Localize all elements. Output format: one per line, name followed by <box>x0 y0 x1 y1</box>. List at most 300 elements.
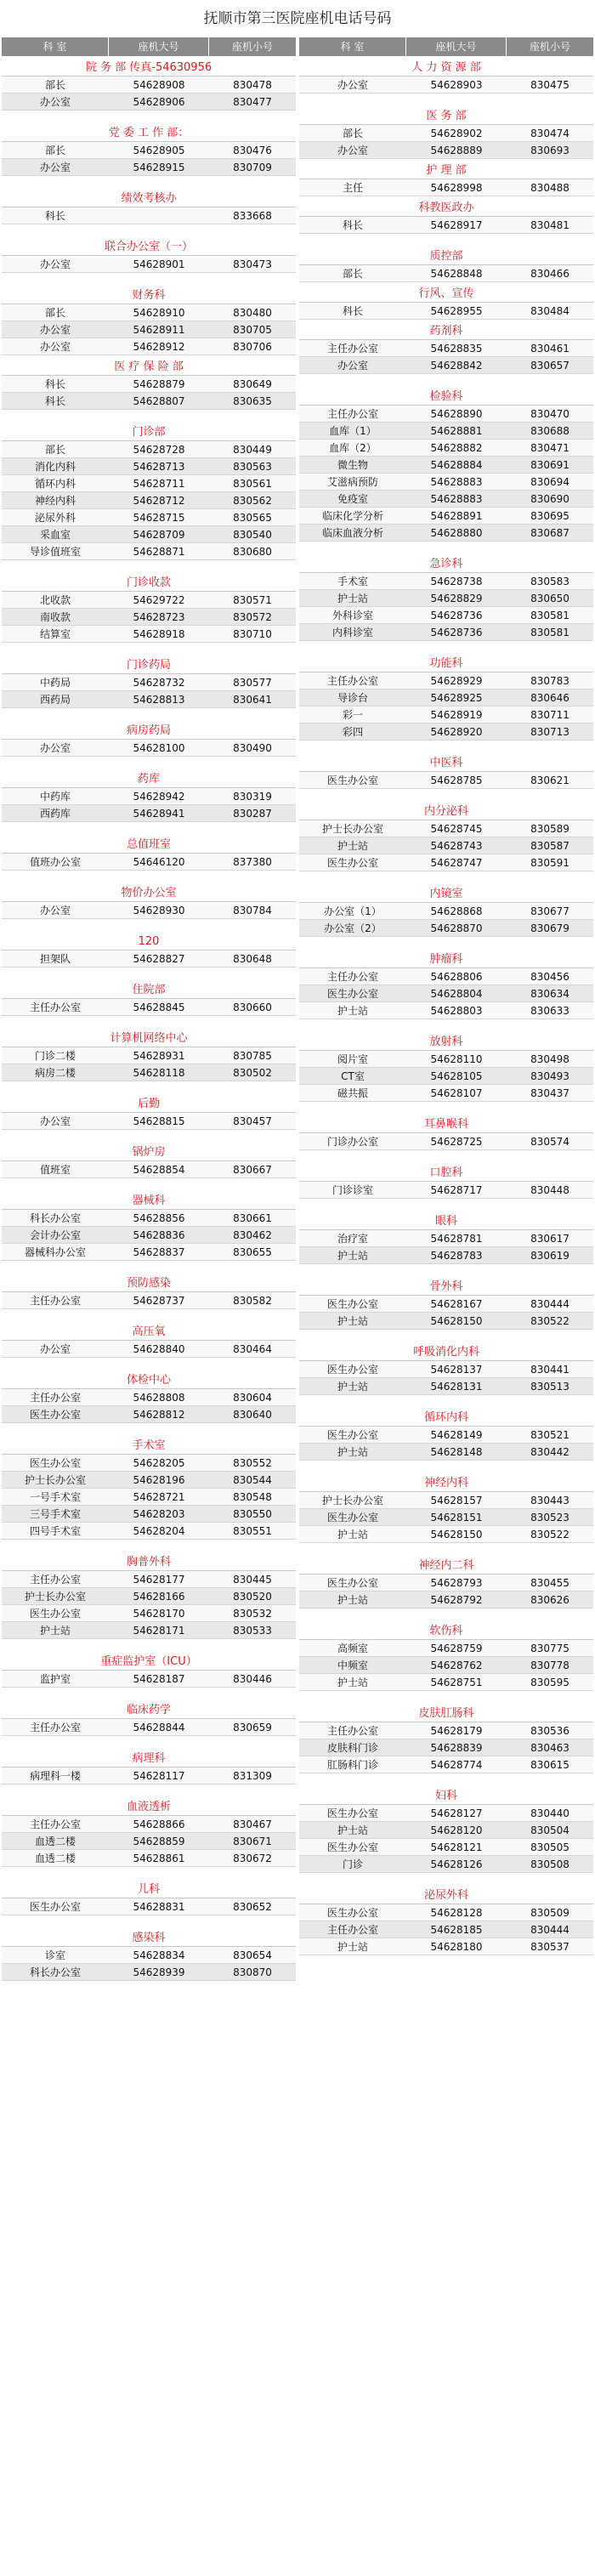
main-phone-number: 54628118 <box>133 1067 185 1079</box>
table-row <box>299 179 593 196</box>
department-heading: 药剂科 <box>299 323 593 340</box>
main-phone-number: 54628840 <box>133 1343 185 1355</box>
table-row <box>299 1739 593 1756</box>
office-name: 导诊台 <box>337 692 368 704</box>
department-section <box>2 1788 296 1867</box>
main-phone-number: 54628870 <box>430 922 483 934</box>
short-phone-number: 830709 <box>233 162 272 173</box>
department-heading: 党 委 工 作 部： <box>2 125 296 142</box>
department-section <box>299 792 593 871</box>
department-section <box>2 1691 296 1736</box>
main-phone-number: 54628939 <box>133 1966 185 1978</box>
office-name: 中频室 <box>337 1660 368 1671</box>
short-phone-number: 830679 <box>530 922 570 934</box>
header-main-number: 座机大号 <box>406 37 507 56</box>
office-name: 主任办公室 <box>326 408 378 420</box>
department-section <box>299 377 593 542</box>
short-phone-number: 830661 <box>233 1212 272 1224</box>
office-name: 办公室 <box>39 96 71 108</box>
department-rows <box>299 1492 593 1543</box>
office-name: 中药库 <box>39 791 71 803</box>
department-heading: 药库 <box>2 771 296 788</box>
department-rows <box>2 1455 296 1540</box>
short-phone-number: 830540 <box>233 529 272 541</box>
main-phone-number: 54628110 <box>430 1053 483 1065</box>
department-section <box>2 359 296 410</box>
department-rows <box>299 1722 593 1773</box>
department-rows <box>299 1051 593 1102</box>
section-spacer <box>299 940 593 951</box>
short-phone-number: 830544 <box>233 1474 272 1486</box>
office-name: 部长 <box>44 307 65 319</box>
office-name: 门诊诊室 <box>332 1184 373 1196</box>
short-phone-number: 830442 <box>530 1446 570 1458</box>
short-phone-number: 830577 <box>233 677 272 689</box>
table-row <box>299 1722 593 1739</box>
department-heading: 后勤 <box>2 1096 296 1113</box>
office-name: 护士站 <box>337 1824 368 1836</box>
department-rows <box>2 1292 296 1309</box>
short-phone-number: 830574 <box>530 1136 570 1148</box>
department-heading: 皮肤肛肠科 <box>299 1705 593 1722</box>
department-section <box>299 1154 593 1199</box>
office-name: 护士长办公室 <box>24 1591 86 1603</box>
department-rows <box>2 207 296 224</box>
office-name: 诊室 <box>44 1949 65 1961</box>
short-phone-number: 830581 <box>530 627 570 638</box>
table-row <box>299 1492 593 1509</box>
short-phone-number: 830694 <box>530 476 570 488</box>
short-phone-number: 830785 <box>233 1050 272 1062</box>
header-short-number: 座机小号 <box>231 41 273 53</box>
short-phone-number: 830655 <box>233 1246 272 1258</box>
table-row <box>299 440 593 457</box>
department-heading: 物价办公室 <box>2 885 296 902</box>
department-heading: 手术室 <box>2 1438 296 1455</box>
main-phone-number: 54628879 <box>133 378 185 390</box>
office-name: 护士长办公室 <box>321 823 383 835</box>
office-name: 彩四 <box>342 726 363 738</box>
office-name: 部长 <box>44 79 65 91</box>
office-name: 值班室 <box>39 1164 71 1176</box>
main-phone-number: 54628808 <box>133 1392 185 1404</box>
department-rows <box>299 303 593 320</box>
table-row <box>2 376 296 393</box>
short-phone-number: 830572 <box>233 611 272 623</box>
department-section <box>299 875 593 937</box>
table-row <box>2 1455 296 1472</box>
short-phone-number: 830463 <box>530 1742 570 1754</box>
department-section <box>2 114 296 176</box>
office-name: 护士站 <box>337 1594 368 1606</box>
table-row <box>299 474 593 491</box>
department-rows <box>299 1361 593 1395</box>
table-row <box>299 1509 593 1526</box>
left-table-body <box>2 60 296 1981</box>
short-phone-number: 830441 <box>530 1364 570 1376</box>
department-heading: 神经内二科 <box>299 1558 593 1575</box>
office-name: 三号手术室 <box>29 1508 81 1520</box>
office-name: 采血室 <box>39 529 71 541</box>
table-header <box>299 37 593 56</box>
short-phone-number: 830641 <box>233 694 272 706</box>
short-phone-number: 830505 <box>530 1841 570 1853</box>
department-heading: 病理科 <box>2 1750 296 1767</box>
office-name: 会计办公室 <box>29 1229 81 1241</box>
short-phone-number: 830667 <box>233 1164 272 1176</box>
left-phone-table <box>2 37 296 1981</box>
department-heading: 科教医政办 <box>299 200 593 217</box>
section-spacer <box>2 712 296 723</box>
main-phone-number: 54628148 <box>430 1446 483 1458</box>
department-rows <box>299 1182 593 1199</box>
department-section <box>2 1019 296 1081</box>
department-rows <box>299 1296 593 1330</box>
main-phone-number: 54628126 <box>430 1858 483 1870</box>
section-spacer <box>2 413 296 424</box>
office-name: 办公室 <box>337 145 368 156</box>
section-spacer <box>2 1919 296 1930</box>
table-row <box>299 265 593 282</box>
short-phone-number: 830533 <box>233 1625 272 1637</box>
main-phone-number: 54628871 <box>133 546 185 558</box>
department-section <box>2 1870 296 1915</box>
table-row <box>2 950 296 967</box>
office-name: 主任 <box>342 182 363 194</box>
main-phone-number: 54628100 <box>133 742 185 754</box>
short-phone-number: 830784 <box>233 905 272 916</box>
office-name: 科长 <box>342 219 363 231</box>
table-row <box>299 142 593 159</box>
main-phone-number: 54628998 <box>430 182 483 194</box>
table-row <box>2 393 296 410</box>
table-row <box>2 1161 296 1178</box>
table-row <box>299 1640 593 1657</box>
department-heading: 胸普外科 <box>2 1554 296 1571</box>
main-phone-number: 54628880 <box>430 527 483 539</box>
short-phone-number: 830522 <box>530 1529 570 1540</box>
office-name: 医生办公室 <box>29 1457 81 1469</box>
short-phone-number: 830672 <box>233 1853 272 1864</box>
department-section <box>2 1085 296 1130</box>
table-row <box>2 1898 296 1915</box>
table-row <box>2 1767 296 1784</box>
table-row <box>299 903 593 920</box>
main-phone-number: 54628717 <box>430 1184 483 1196</box>
table-row <box>299 406 593 423</box>
short-phone-number: 830480 <box>233 307 272 319</box>
department-rows <box>2 1210 296 1261</box>
main-phone-number: 54628137 <box>430 1364 483 1376</box>
main-phone-number: 54628917 <box>430 219 483 231</box>
office-name: 护士站 <box>337 1250 368 1262</box>
department-heading: 急诊科 <box>299 556 593 573</box>
office-name: 主任办公室 <box>29 1819 81 1830</box>
main-phone-number: 54628842 <box>430 360 483 372</box>
department-rows <box>299 406 593 542</box>
main-phone-number: 54628806 <box>430 971 483 983</box>
office-name: 医生办公室 <box>326 1364 378 1376</box>
short-phone-number: 830634 <box>530 988 570 1000</box>
department-rows <box>299 772 593 789</box>
short-phone-number: 830464 <box>233 1343 272 1355</box>
office-name: 办公室 <box>39 905 71 916</box>
table-row <box>299 820 593 837</box>
short-phone-number: 830706 <box>233 341 272 353</box>
office-name: 监护室 <box>39 1673 71 1685</box>
office-name: 消化内科 <box>34 461 76 473</box>
department-heading: 感染科 <box>2 1930 296 1947</box>
short-phone-number: 830646 <box>530 692 570 704</box>
department-section <box>2 760 296 822</box>
short-phone-number: 830473 <box>233 258 272 270</box>
department-heading: 儿科 <box>2 1881 296 1898</box>
office-name: 医生办公室 <box>326 1807 378 1819</box>
short-phone-number: 830591 <box>530 857 570 869</box>
main-phone-number: 54628829 <box>430 593 483 604</box>
department-heading: 检验科 <box>299 389 593 406</box>
department-heading: 行风、宣传 <box>299 286 593 303</box>
table-row <box>2 1622 296 1639</box>
main-phone-number: 54628854 <box>133 1164 185 1176</box>
department-heading: 肿瘤科 <box>299 951 593 968</box>
department-section <box>299 1876 593 1955</box>
short-phone-number: 830652 <box>233 1901 272 1913</box>
main-phone-number: 54628901 <box>133 258 185 270</box>
short-phone-number: 830671 <box>233 1836 272 1847</box>
table-row <box>2 1047 296 1064</box>
department-section <box>299 1333 593 1395</box>
department-heading: 呼吸消化内科 <box>299 1344 593 1361</box>
office-name: 四号手术室 <box>29 1525 81 1537</box>
department-heading: 门诊药局 <box>2 657 296 674</box>
section-spacer <box>2 1739 296 1750</box>
department-heading: 重症监护室（ICU） <box>2 1654 296 1671</box>
main-phone-number: 54628793 <box>430 1577 483 1589</box>
short-phone-number: 830488 <box>530 182 570 194</box>
department-heading: 软伤科 <box>299 1623 593 1640</box>
short-phone-number: 830705 <box>233 324 272 336</box>
section-spacer <box>299 1268 593 1279</box>
office-name: 微生物 <box>337 459 368 471</box>
table-header <box>2 37 296 56</box>
office-name: 办公室 <box>337 79 368 91</box>
section-spacer <box>299 545 593 556</box>
section-spacer <box>299 1105 593 1116</box>
department-section <box>299 162 593 196</box>
short-phone-number: 830561 <box>233 478 272 490</box>
header-department: 科 室 <box>299 37 406 56</box>
section-spacer <box>299 1333 593 1344</box>
main-phone-number: 54628167 <box>430 1298 483 1310</box>
department-rows <box>299 1904 593 1955</box>
table-row <box>2 854 296 871</box>
department-section <box>299 1105 593 1150</box>
office-name: 内科诊室 <box>332 627 373 638</box>
short-phone-number: 830562 <box>233 495 272 507</box>
department-heading: 血液透析 <box>2 1799 296 1816</box>
main-phone-number: 54628890 <box>430 408 483 420</box>
office-name: 器械科办公室 <box>24 1246 86 1258</box>
main-phone-number: 54628839 <box>430 1742 483 1754</box>
main-phone-number: 54628736 <box>430 610 483 621</box>
department-heading: 财务科 <box>2 287 296 304</box>
table-row <box>299 672 593 689</box>
office-name: 门诊 <box>342 1858 363 1870</box>
main-phone-number: 54628709 <box>133 529 185 541</box>
department-rows <box>299 968 593 1019</box>
department-rows <box>2 1816 296 1867</box>
table-row <box>299 723 593 740</box>
main-phone-number: 54628737 <box>133 1295 185 1307</box>
main-phone-number: 54628868 <box>430 905 483 917</box>
office-name: CT室 <box>341 1070 365 1082</box>
office-name: 医生办公室 <box>326 1429 378 1441</box>
main-phone-number: 54628187 <box>133 1673 185 1685</box>
office-name: 医生办公室 <box>326 775 378 786</box>
short-phone-number: 830695 <box>530 510 570 522</box>
office-name: 肛肠科门诊 <box>326 1759 378 1771</box>
short-phone-number: 830490 <box>233 742 272 754</box>
short-phone-number: 830626 <box>530 1594 570 1606</box>
department-rows <box>299 125 593 159</box>
office-name: 医生办公室 <box>326 1841 378 1853</box>
main-phone-number: 54628891 <box>430 510 483 522</box>
section-spacer <box>2 646 296 657</box>
short-phone-number: 830604 <box>233 1392 272 1404</box>
department-heading: 泌尿外科 <box>299 1887 593 1904</box>
main-phone-number: 54628762 <box>430 1660 483 1671</box>
office-name: 办公室 <box>39 1343 71 1355</box>
office-name: 部长 <box>44 145 65 156</box>
table-row <box>299 1575 593 1592</box>
main-phone-number: 54628736 <box>430 627 483 638</box>
office-name: 艾滋病预防 <box>326 476 378 488</box>
short-phone-number: 830457 <box>233 1115 272 1127</box>
main-phone-number: 54628120 <box>430 1824 483 1836</box>
department-section <box>299 97 593 159</box>
main-phone-number: 54628919 <box>430 709 483 721</box>
short-phone-number: 837380 <box>233 856 272 868</box>
short-phone-number: 830462 <box>233 1229 272 1241</box>
table-row <box>299 357 593 374</box>
table-row <box>2 492 296 509</box>
table-row <box>2 475 296 492</box>
office-name: 办公室 <box>337 360 368 372</box>
department-heading: 体检中心 <box>2 1372 296 1389</box>
department-rows <box>2 1671 296 1688</box>
table-row <box>299 1051 593 1068</box>
table-row <box>299 1427 593 1444</box>
department-rows <box>2 1898 296 1915</box>
main-phone-number: 54628925 <box>430 692 483 704</box>
table-row <box>299 1921 593 1938</box>
table-row <box>299 340 593 357</box>
main-phone-number: 54628882 <box>430 442 483 454</box>
department-section <box>2 826 296 871</box>
main-phone-number: 54628912 <box>133 341 185 353</box>
main-phone-number: 54628166 <box>133 1591 185 1603</box>
table-row <box>299 1592 593 1609</box>
short-phone-number: 830775 <box>530 1643 570 1654</box>
section-spacer <box>2 1133 296 1144</box>
table-row <box>2 1588 296 1605</box>
office-name: 医生办公室 <box>29 1608 81 1620</box>
table-row <box>2 1341 296 1358</box>
section-spacer <box>2 922 296 933</box>
table-row <box>2 740 296 757</box>
department-rows <box>2 1161 296 1178</box>
office-name: 办公室 <box>39 324 71 336</box>
department-heading: 人 力 资 源 部 <box>299 60 593 77</box>
department-heading: 锅炉房 <box>2 1144 296 1161</box>
table-row <box>299 772 593 789</box>
table-row <box>299 590 593 607</box>
office-name: 临床化学分析 <box>321 510 383 522</box>
department-heading: 循环内科 <box>299 1410 593 1427</box>
table-row <box>2 321 296 338</box>
table-row <box>2 526 296 543</box>
section-spacer <box>2 971 296 982</box>
section-spacer <box>2 114 296 125</box>
table-row <box>299 1904 593 1921</box>
office-name: 护士站 <box>337 1677 368 1688</box>
short-phone-number: 830640 <box>233 1409 272 1421</box>
main-phone-number: 54628903 <box>430 79 483 91</box>
table-row <box>2 1489 296 1506</box>
main-phone-number: 54628712 <box>133 495 185 507</box>
right-phone-table <box>299 37 593 1955</box>
office-name: 护士站 <box>337 1005 368 1017</box>
section-spacer <box>2 276 296 287</box>
department-rows <box>2 854 296 871</box>
department-section <box>299 1777 593 1873</box>
main-phone-number: 54628738 <box>430 576 483 587</box>
table-row <box>2 543 296 560</box>
department-rows <box>299 1805 593 1873</box>
table-row <box>299 689 593 706</box>
department-heading: 口腔科 <box>299 1165 593 1182</box>
department-heading: 内镜室 <box>299 886 593 903</box>
office-name: 主任办公室 <box>326 971 378 983</box>
main-phone-number: 54628920 <box>430 726 483 738</box>
short-phone-number: 830589 <box>530 823 570 835</box>
office-name: 护士站 <box>337 593 368 604</box>
table-row <box>2 805 296 822</box>
office-name: 血透二楼 <box>34 1853 76 1864</box>
main-phone-number: 54628884 <box>430 459 483 471</box>
section-spacer <box>299 1546 593 1558</box>
main-phone-number: 54628171 <box>133 1625 185 1637</box>
office-name: 皮肤科门诊 <box>326 1742 378 1754</box>
office-name: 主任办公室 <box>29 1722 81 1733</box>
office-name: 主任办公室 <box>326 1725 378 1737</box>
department-section <box>2 564 296 643</box>
section-spacer <box>2 1691 296 1702</box>
main-phone-number: 54628792 <box>430 1594 483 1606</box>
department-rows <box>299 903 593 937</box>
main-phone-number: 54628127 <box>430 1807 483 1819</box>
short-phone-number: 830504 <box>530 1824 570 1836</box>
short-phone-number: 830437 <box>530 1087 570 1099</box>
office-name: 主任办公室 <box>29 1574 81 1586</box>
section-spacer <box>299 237 593 248</box>
short-phone-number: 830481 <box>530 219 570 231</box>
short-phone-number: 831309 <box>233 1770 272 1782</box>
short-phone-number: 830563 <box>233 461 272 473</box>
short-phone-number: 830448 <box>530 1184 570 1196</box>
department-section <box>299 744 593 789</box>
